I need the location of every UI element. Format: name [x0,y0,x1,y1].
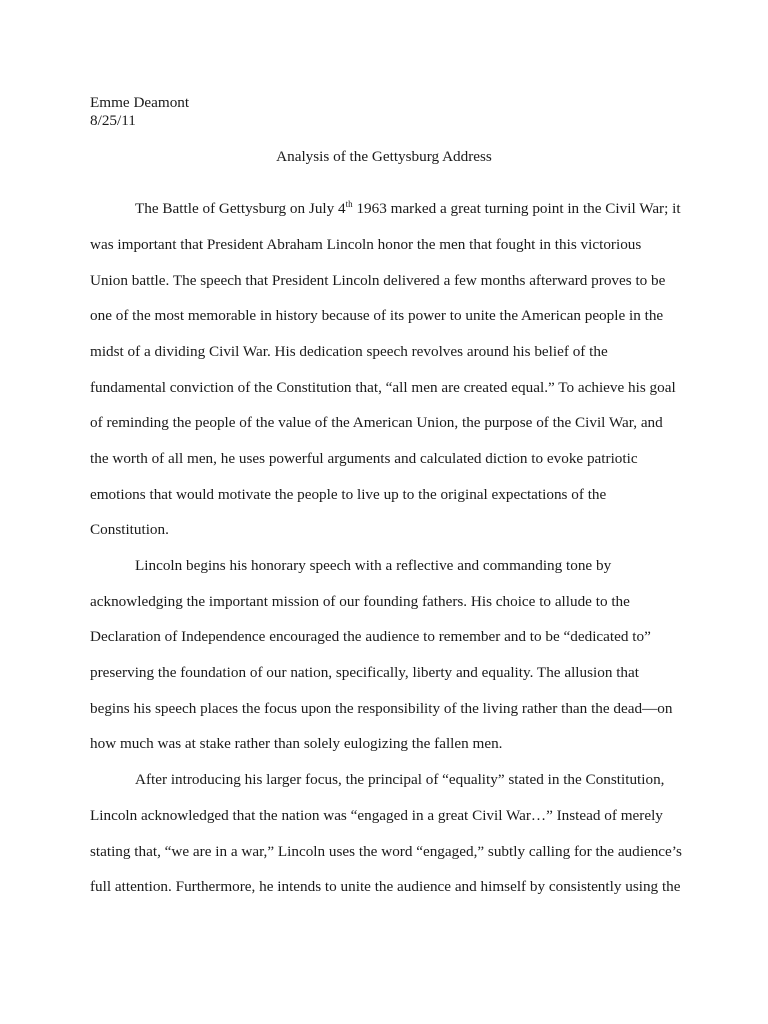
paragraph-1-line: was important that President Abraham Lincoln honor the men that fought in this victorious [90,236,642,253]
paragraph-2-line: Declaration of Independence encouraged the audience to remember and to be “dedicated to” [90,628,651,645]
paragraph-2-line-1: Lincoln begins his honorary speech with a reflective and commanding tone by [135,557,612,574]
paragraph-3-line-1: After introducing his larger focus, the principal of “equality” stated in the Constitution, [135,771,665,788]
paragraph-3-line: full attention. Furthermore, he intends to unite the audience and himself by consistently using the [90,878,681,895]
paragraph-2-line: acknowledging the important mission of our founding fathers. His choice to allude to the [90,593,630,610]
paragraph-1-line: fundamental conviction of the Constitution that, “all men are created equal.” To achieve his goal [90,379,676,396]
page-title: Analysis of the Gettysburg Address [276,148,492,165]
paragraph-1-line-1-text-a: The Battle of Gettysburg on July 4 [135,200,346,217]
author-name: Emme Deamont [90,94,190,111]
paragraph-1-line: one of the most memorable in history because of its power to unite the American people in the [90,307,664,324]
paragraph-2-line: begins his speech places the focus upon the responsibility of the living rather than the dead—on [90,700,673,717]
paragraph-1-line: emotions that would motivate the people to live up to the original expectations of the [90,486,607,503]
document-date: 8/25/11 [90,112,136,129]
paragraph-1-line: midst of a dividing Civil War. His dedication speech revolves around his belief of the [90,343,608,360]
paragraph-3-line: Lincoln acknowledged that the nation was “engaged in a great Civil War…” Instead of merely [90,807,663,824]
paragraph-1-line-1 [135,200,681,218]
paragraph-1-line: Constitution. [90,521,169,538]
ordinal-superscript: th [345,199,353,209]
paragraph-3-line: stating that, “we are in a war,” Lincoln uses the word “engaged,” subtly calling for the audience’s [90,843,682,860]
paragraph-1-line: Union battle. The speech that President Lincoln delivered a few months afterward proves to be [90,272,666,289]
paragraph-2-line: preserving the foundation of our nation, specifically, liberty and equality. The allusion that [90,664,639,681]
paragraph-2-line: how much was at stake rather than solely eulogizing the fallen men. [90,735,503,752]
paragraph-1-line: the worth of all men, he uses powerful arguments and calculated diction to evoke patriotic [90,450,638,467]
paragraph-1-line-1-text-b: 1963 marked a great turning point in the Civil War; it [352,200,681,217]
paragraph-1-line: of reminding the people of the value of the American Union, the purpose of the Civil War, and [90,414,663,431]
